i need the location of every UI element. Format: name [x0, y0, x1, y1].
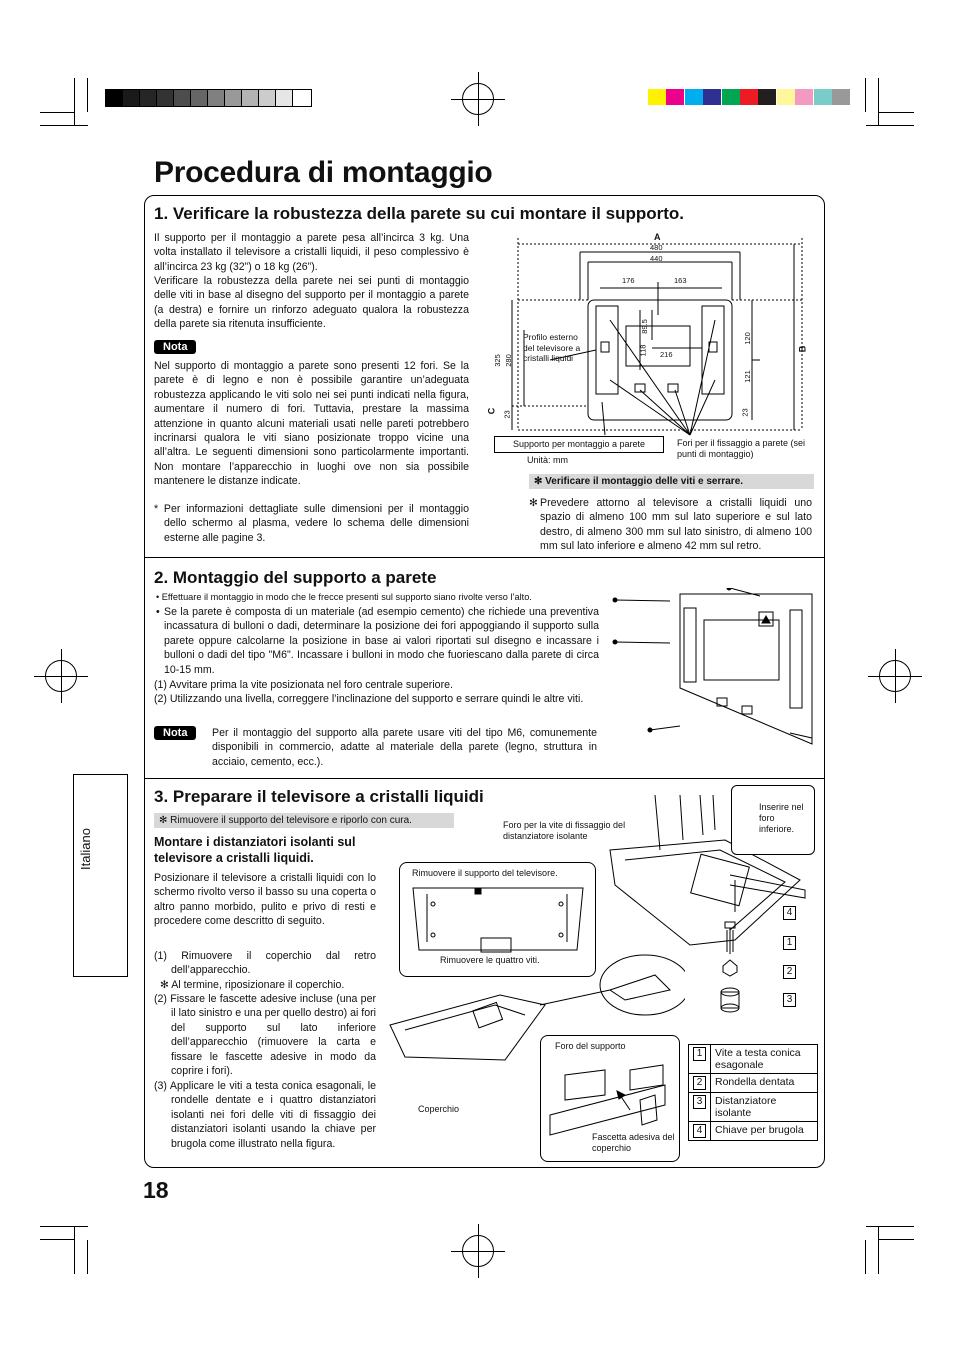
dim-325: 325 [492, 354, 502, 367]
section2-bullet2 [156, 605, 599, 677]
crop-mark [87, 78, 88, 112]
dim-480: 480 [650, 243, 663, 252]
crop-mark [865, 1240, 866, 1274]
dim-176: 176 [622, 276, 635, 285]
part-number-4 [783, 902, 796, 920]
crop-mark [866, 125, 914, 126]
section3-step1: (1) Rimuovere il coperchio dal retro dell’apparecchio. [154, 950, 376, 977]
section3-step3: (3) Applicare le viti a testa conica esagonali, le rondelle dentate e i quattro distanziatori isolanti nei fori delle viti di fissaggio dei distanziatori isolanti usando la chiave per brugola come illustrato nella figura. [154, 1080, 376, 1150]
crop-mark [878, 112, 914, 113]
dim-216: 216 [660, 350, 673, 359]
crop-mark [40, 125, 88, 126]
section1-para1: Il supporto per il montaggio a parete pesa all’incirca 3 kg. Una volta installato il televisore a cristalli liquidi, il peso complessivo è all’incirca 23 kg (32”) o 18 kg (26”). [154, 232, 469, 273]
dim-label-a: A [654, 232, 661, 242]
holes-label: Fori per il fissaggio a parete (sei punti di montaggio) [677, 438, 806, 459]
parts-row [689, 1093, 818, 1122]
registration-mark [462, 83, 494, 115]
section2-heading: 2. Montaggio del supporto a parete [154, 568, 437, 587]
section3-step1-note: ✻ Al termine, riposizionare il coperchio. [160, 979, 345, 991]
dim-label-b: B [797, 345, 808, 353]
crop-mark [865, 78, 866, 112]
section1-para2: Verificare la robustezza della parete nei sei punti di montaggio delle viti in base al disegno del supporto per il montaggio a parete (a destra) e fornire un rinforzo adeguato qualora la robustezza della parete sia ritenuta insufficiente. [154, 275, 469, 331]
dim-120: 120 [742, 332, 752, 345]
part-number [689, 1093, 711, 1122]
crop-mark [87, 1240, 88, 1274]
nota-label: Nota [154, 340, 196, 354]
crop-mark [878, 1239, 914, 1240]
part-number [689, 1074, 711, 1093]
language-tab-label: Italiano [78, 828, 93, 870]
dim-440: 440 [650, 254, 663, 263]
part-number-4-value: 4 [783, 906, 796, 920]
section2-bullet1: • Effettuare il montaggio in modo che le frecce presenti sul supporto siano rivolte verso l’alto. [156, 592, 532, 602]
dim-280: 280 [503, 354, 513, 367]
unit-label: Unità: mm [527, 455, 569, 465]
crop-mark [40, 112, 74, 113]
section1-nota-text: Nel supporto di montaggio a parete sono presenti 12 fori. Se la parete è di legno e non è possibile garantire un’adeguata robustezza applicando le viti solo nei sei punti indicati nella figura, aumentare il numero di fori. Tuttavia, prestare la massima attenzione in quanto alcuni materiali usati nelle pareti potrebbero incrinarsi qualora le viti siano posizionate troppo vicine una all’altra. Le seguenti dimensioni sono particolarmente importanti. Non montare l’apparecchio in luoghi ove non sia possibile mantenere le distanze indicate. [154, 360, 469, 488]
part-number-box: 2 [693, 1076, 706, 1090]
part-number-box: 1 [693, 1047, 706, 1061]
gray-swatch [292, 89, 312, 107]
color-swatch [832, 89, 850, 105]
clearance-text [529, 496, 812, 554]
section3-heading: 3. Preparare il televisore a cristalli liquidi [154, 787, 484, 806]
remove-stand-note-text: Rimuovere il supporto del televisore e riporlo con cura. [170, 815, 412, 826]
dim-23-left: 23 [502, 410, 512, 419]
part-name: Vite a testa conica esagonale [711, 1045, 818, 1074]
parts-row [689, 1045, 818, 1074]
part-number-3 [783, 989, 796, 1007]
spacer-hole-label: Foro per la vite di fissaggio del distanziatore isolante [503, 820, 626, 841]
part-number-1-value: 1 [783, 936, 796, 950]
stand-hole-label: Foro del supporto [555, 1041, 626, 1051]
dim-163: 163 [674, 276, 687, 285]
section2-bullet2-text: Se la parete è composta di un materiale (ad esempio cemento) che richiede una preventiva incassatura di bulloni o dadi, determinare la posizione dei fori appoggiando il supporto sulla parete oppure calcolarne la posizione in base ai valori riportati sul disegno e incassare i bulloni o dadi del tipo "M6". Incassare i bulloni in modo che fuoriescano dalla parete di circa 10-15 mm. [164, 606, 599, 676]
asterisk-icon: ✻ [529, 497, 538, 509]
color-swatch [758, 89, 776, 105]
color-swatch [795, 89, 813, 105]
section2-nota-text: Per il montaggio del supporto alla parete usare viti del tipo M6, comunemente disponibili in commercio, adatte al materiale della parete (legno, struttura in acciaio, cemento, ecc.). [212, 727, 597, 768]
part-name: Distanziatore isolante [711, 1093, 818, 1122]
color-swatch [722, 89, 740, 105]
page-number: 18 [143, 1177, 169, 1203]
check-screws-bar: ✻ Verificare il montaggio delle viti e serrare. [529, 474, 814, 489]
part-number-2-value: 2 [783, 965, 796, 979]
crop-mark [40, 1226, 88, 1227]
section2-step2: (2) Utilizzando una livella, correggere l’inclinazione del supporto e serrare quindi le altre viti. [154, 693, 584, 705]
color-swatch [814, 89, 832, 105]
section-divider [145, 778, 824, 779]
section3-subheading: Montare i distanziatori isolanti sul televisore a cristalli liquidi. [154, 835, 356, 865]
wall-bracket-illustration [610, 588, 818, 748]
section2-step1: (1) Avvitare prima la vite posizionata nel foro centrale superiore. [154, 679, 453, 691]
profile-label: Profilo esterno del televisore a cristalli liquidi [523, 332, 581, 363]
bullet-icon: • [156, 606, 160, 618]
part-number-2 [783, 961, 796, 979]
dim-118: 118 [638, 344, 648, 357]
section1-footnote: * Per informazioni dettagliate sulle dimensioni per il montaggio dello schermo al plasma, vedere lo schema delle dimensioni esterne alle pagine 3. [154, 503, 469, 544]
section3-intro: Posizionare il televisore a cristalli liquidi con lo schermo rivolto verso il basso su una coperta o altro panno morbido, pulito e privo di resti e procedere come descritto di seguito. [154, 872, 376, 928]
part-number [689, 1045, 711, 1074]
color-swatch [648, 89, 666, 105]
registration-mark [879, 660, 911, 692]
part-number-1 [783, 932, 796, 950]
color-swatch [703, 89, 721, 105]
parts-row [689, 1074, 818, 1093]
remove-stand-note: ✻ Rimuovere il supporto del televisore e riporlo con cura. [154, 813, 454, 828]
color-swatch [685, 89, 703, 105]
section1-heading: 1. Verificare la robustezza della parete su cui montare il supporto. [154, 204, 684, 223]
crop-mark [40, 1239, 74, 1240]
parts-row [689, 1122, 818, 1141]
part-number-3-value: 3 [783, 993, 796, 1007]
crop-mark [878, 78, 879, 126]
color-swatch [740, 89, 758, 105]
dim-89-5: 89.5 [639, 319, 649, 334]
section3-step1-note-text: Al termine, riposizionare il coperchio. [171, 979, 345, 991]
exploded-parts-illustration [715, 920, 745, 1015]
part-name: Rondella dentata [711, 1074, 818, 1093]
bracket-label: Supporto per montaggio a parete [494, 436, 664, 453]
page-title: Procedura di montaggio [154, 156, 493, 189]
part-number-box: 3 [693, 1095, 706, 1109]
section2-bullet1-text: Effettuare il montaggio in modo che le frecce presenti sul supporto siano rivolte verso l’alto. [161, 592, 532, 602]
crop-mark [74, 1226, 75, 1274]
section-divider [145, 557, 824, 558]
dim-23-right: 23 [740, 408, 750, 417]
part-number [689, 1122, 711, 1141]
clearance-value: Prevedere attorno al televisore a cristalli liquidi uno spazio di almeno 100 mm sul lato superiore e sul lato destro, di almeno 300 mm sul lato sinistro, di almeno 100 mm sul lato inferiore e almeno 42 mm sul retro. [540, 497, 812, 553]
color-swatch [777, 89, 795, 105]
remove-screws-label: Rimuovere le quattro viti. [440, 955, 540, 965]
remove-stand-label: Rimuovere il supporto del televisore. [412, 868, 558, 878]
color-swatch [666, 89, 684, 105]
dim-121: 121 [742, 370, 752, 383]
cover-label: Coperchio [418, 1104, 460, 1114]
parts-table [688, 1044, 818, 1141]
registration-mark [462, 1235, 494, 1267]
insert-hole-label: Inserire nel foro inferiore. [759, 802, 804, 834]
section3-step2: (2) Fissare le fascette adesive incluse (una per il lato sinistro e una per quello destro) ai fori del supporto sul lato inferiore dell’apparecchio (rimuovere la carta e fissare le fascette adesive in modo da coprire i fori). [154, 993, 376, 1078]
crop-mark [878, 1226, 879, 1274]
crop-mark [74, 78, 75, 126]
part-number-box: 4 [693, 1124, 706, 1138]
nota-label: Nota [154, 726, 196, 740]
adhesive-label: Fascetta adesiva del coperchio [592, 1132, 675, 1153]
part-name: Chiave per brugola [711, 1122, 818, 1141]
check-screws-text: Verificare il montaggio delle viti e serrare. [545, 476, 744, 487]
crop-mark [866, 1226, 914, 1227]
dim-label-c: C [486, 407, 497, 415]
registration-mark [45, 660, 77, 692]
